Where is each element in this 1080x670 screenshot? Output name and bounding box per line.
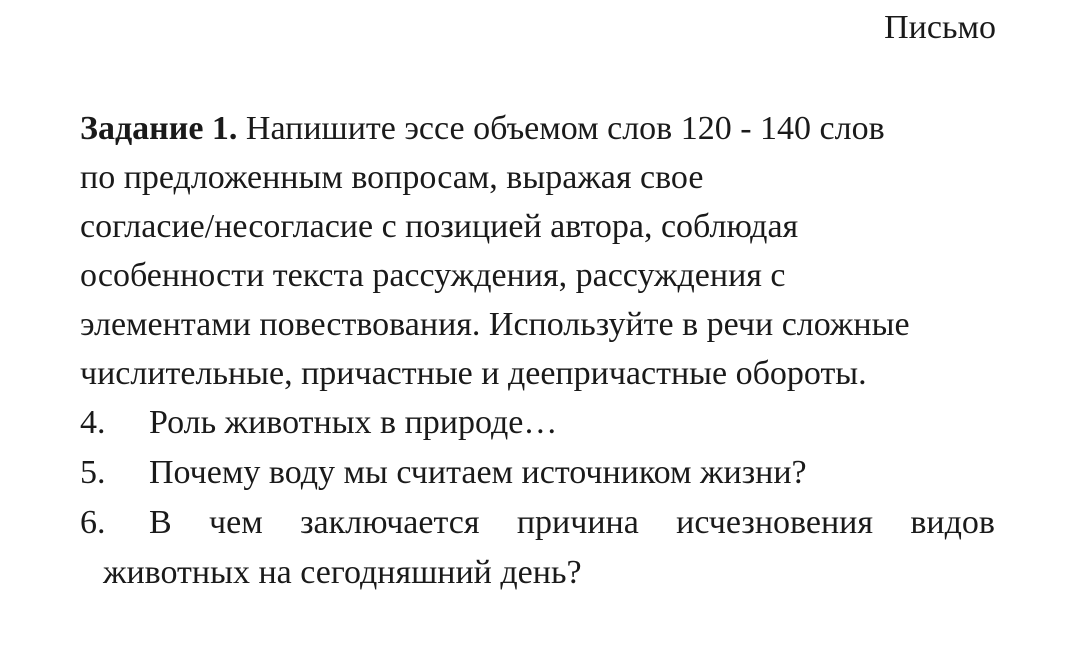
question-item-6 — [80, 498, 995, 598]
question-number: 5. — [80, 454, 106, 491]
question-word: видов — [910, 504, 995, 541]
task-line-6: числительные, причастные и деепричастные обороты. — [80, 355, 867, 392]
question-text: Роль животных в природе… — [149, 404, 558, 441]
task-paragraph — [80, 104, 995, 398]
question-word: чем — [209, 504, 263, 541]
question-word: заключается — [300, 504, 480, 541]
question-first-line — [80, 498, 995, 548]
task-line-2: по предложенным вопросам, выражая свое — [80, 159, 704, 196]
question-word: причина — [516, 504, 639, 541]
task-line-1 — [80, 104, 995, 153]
document-heading: Письмо — [884, 9, 996, 46]
task-line-3: согласие/несогласие с позицией автора, соблюдая — [80, 208, 799, 245]
question-item-5 — [80, 448, 995, 498]
question-text — [149, 498, 995, 548]
question-number: 6. — [80, 504, 106, 541]
task-line-5: элементами повествования. Используйте в речи сложные — [80, 306, 910, 343]
question-list — [80, 398, 995, 598]
question-word: исчезновения — [676, 504, 873, 541]
question-number: 4. — [80, 404, 106, 441]
task-label: Задание 1. — [80, 110, 238, 147]
task-line-4: особенности текста рассуждения, рассуждения с — [80, 257, 786, 294]
question-text: Почему воду мы считаем источником жизни? — [149, 454, 807, 491]
question-continuation: животных на сегодняшний день? — [103, 554, 582, 591]
question-word: В — [149, 504, 172, 541]
task-line-1-text: Напишите эссе объемом слов 120 - 140 слов — [245, 110, 885, 147]
question-item-4 — [80, 398, 995, 448]
